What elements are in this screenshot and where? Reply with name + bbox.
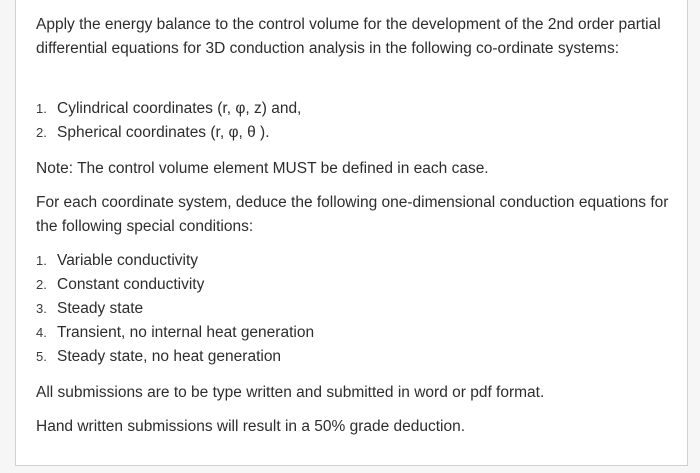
list-number: 1. [36,101,47,116]
coordinate-systems-list [36,97,301,145]
list-number: 1. [36,253,47,268]
deduction-notice-paragraph: Hand written submissions will result in a 50% grade deduction. [36,418,466,435]
list-text: Constant conductivity [57,276,205,293]
list-number: 4. [36,325,47,340]
list-number: 2. [36,277,47,292]
list-item [36,297,314,321]
list-number: 5. [36,349,47,364]
list-number: 2. [36,125,47,140]
list-item [36,97,301,121]
assignment-card [15,0,688,466]
list-text: Steady state [57,300,144,317]
list-number: 3. [36,301,47,316]
submission-format-paragraph: All submissions are to be type written and submitted in word or pdf format. [36,384,545,401]
list-item [36,273,314,297]
list-text: Spherical coordinates (r, φ, θ ). [57,124,270,141]
list-text: Steady state, no heat generation [57,348,282,365]
intro-paragraph: Apply the energy balance to the control volume for the development of the 2nd order partial differential equations for 3D conduction analysis in the following co-ordinate systems: [36,16,661,57]
conditions-list [36,249,314,369]
note-paragraph: Note: The control volume element MUST be defined in each case. [36,160,489,177]
list-text: Transient, no internal heat generation [57,324,315,341]
list-item [36,121,301,145]
list-text: Variable conductivity [57,252,199,269]
list-item [36,249,314,273]
deduce-paragraph: For each coordinate system, deduce the following one-dimensional conduction equations for the following special conditions: [36,194,669,235]
list-item [36,321,314,345]
list-text: Cylindrical coordinates (r, φ, z) and, [57,100,302,117]
list-item [36,345,314,369]
